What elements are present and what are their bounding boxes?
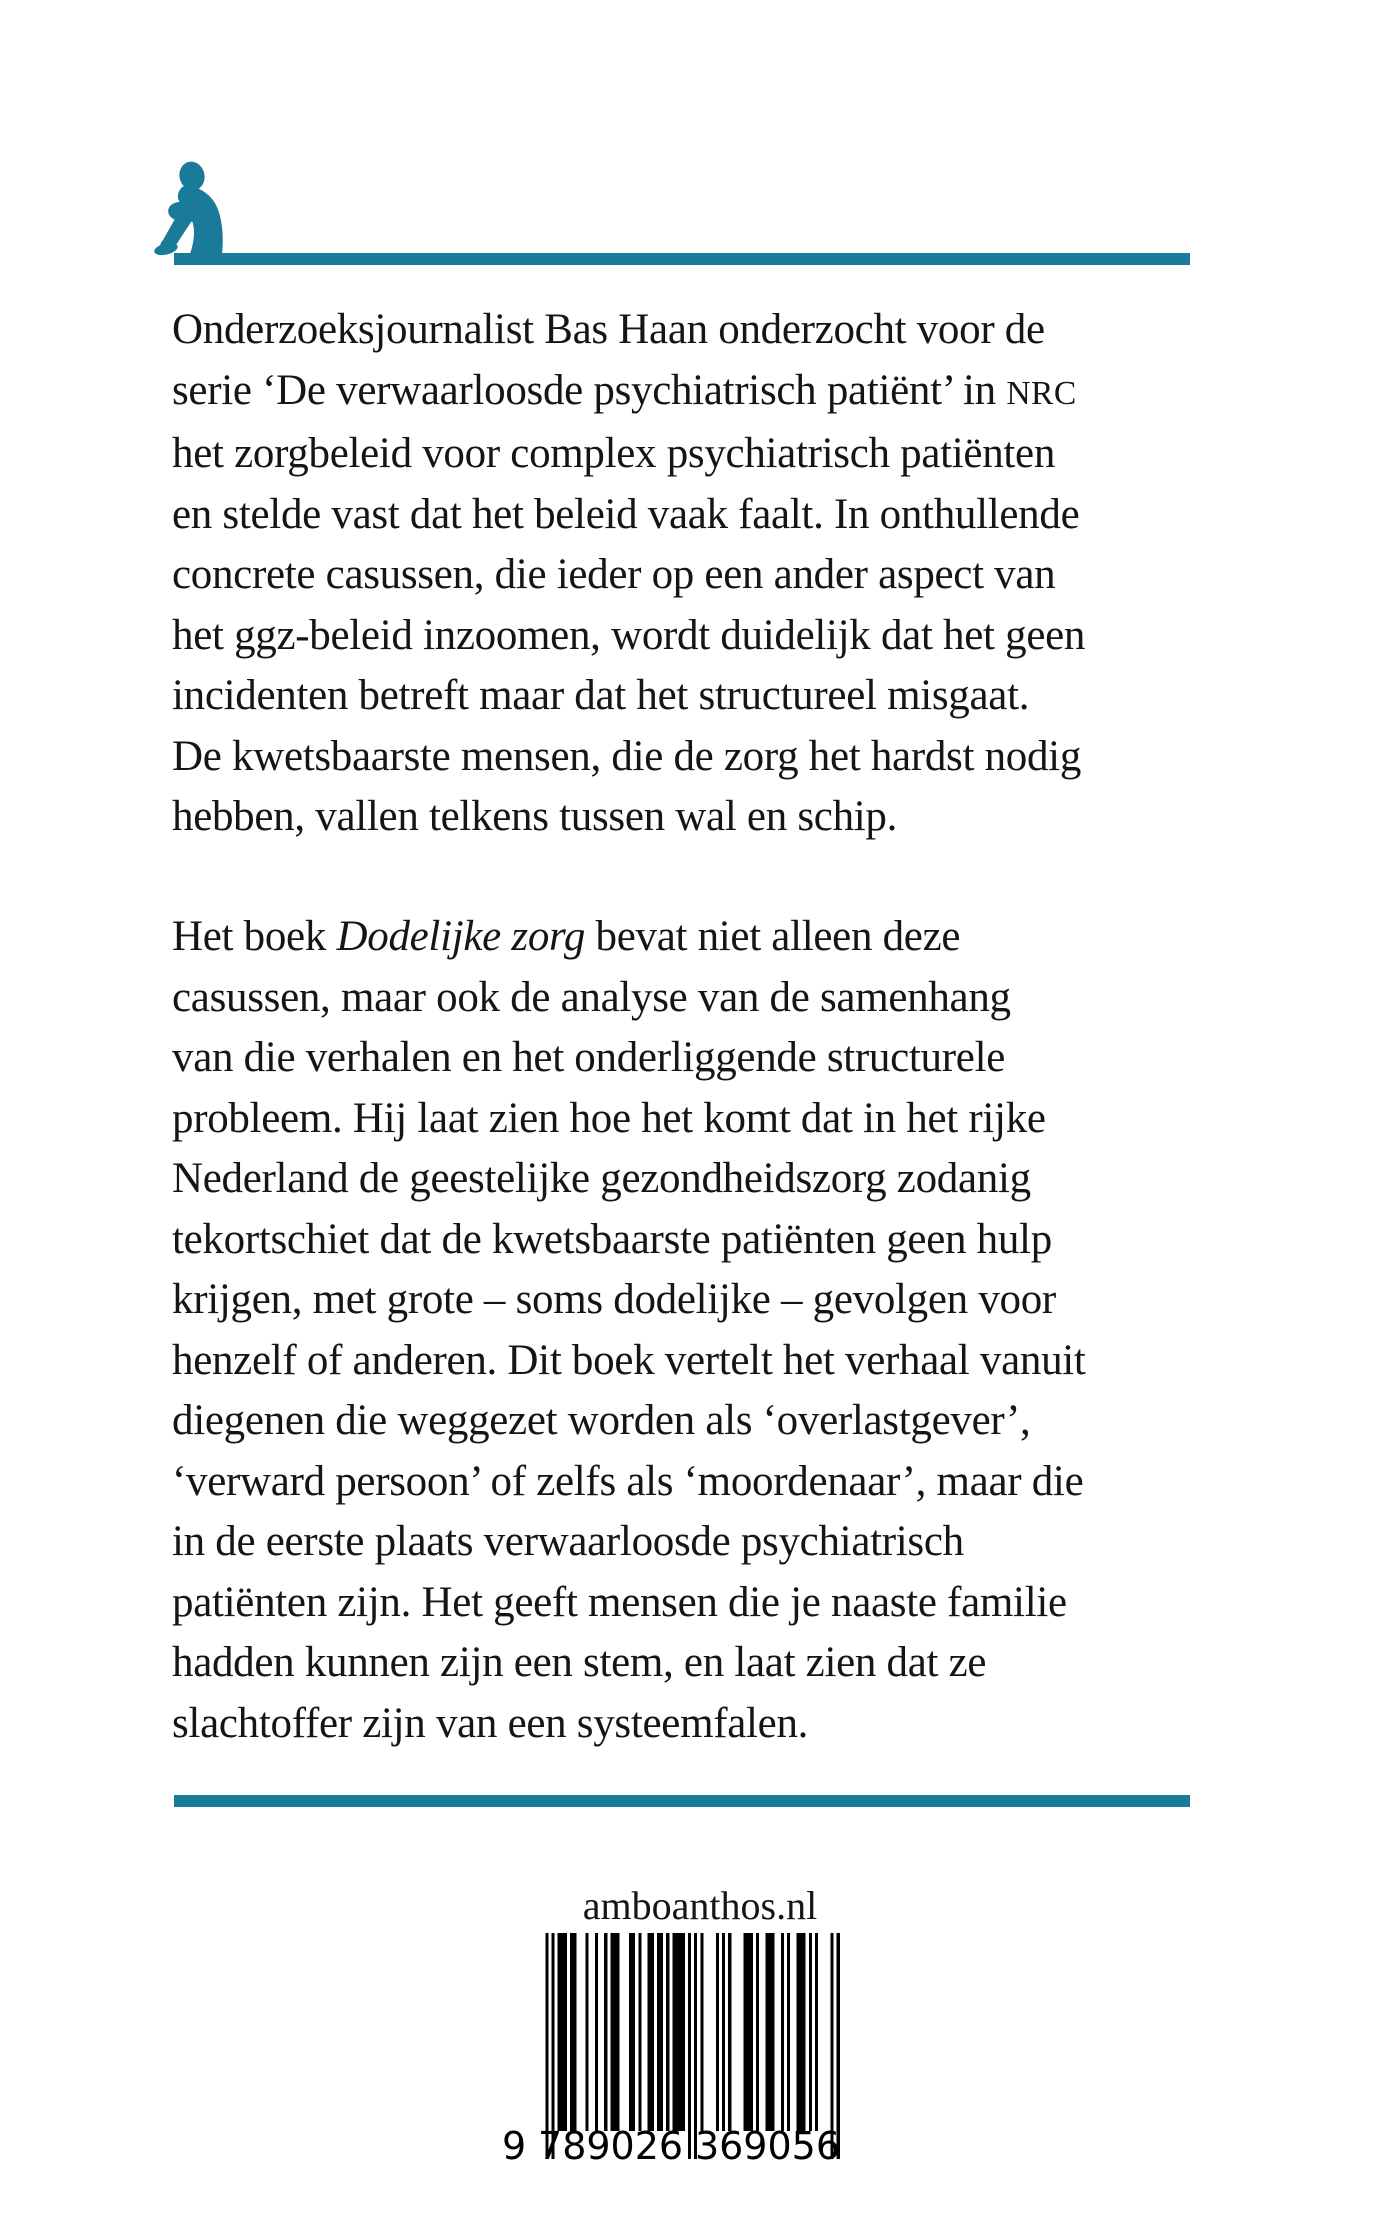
- blurb-text: in de eerste plaats verwaarloosde psychiatrisch: [172, 1518, 964, 1565]
- blurb-line: [172, 1694, 1086, 1755]
- blurb-line: [172, 1089, 1086, 1150]
- blurb-line: [172, 666, 1085, 727]
- blurb-line: [172, 968, 1086, 1029]
- blurb-text: het ggz-beleid inzoomen, wordt duidelijk dat het geen: [172, 611, 1086, 659]
- blurb-line: [172, 727, 1085, 788]
- blurb-line: [172, 907, 1086, 968]
- website-url: amboanthos.nl: [582, 1883, 818, 1928]
- blurb-text: incidenten betreft maar dat het structureel misgaat.: [172, 672, 1030, 719]
- blurb-text: henzelf of anderen. Dit boek vertelt het verhaal vanuit: [172, 1336, 1086, 1384]
- seated-person-shape: [153, 160, 223, 255]
- blurb-text: Onderzoeksjournalist Bas Haan onderzocht voor de: [172, 306, 1045, 353]
- blurb-line: [172, 606, 1085, 667]
- blurb-text: tekortschiet dat de kwetsbaarste patiënten geen hulp: [172, 1215, 1052, 1263]
- blurb-line: [172, 787, 1085, 848]
- blurb-line: [172, 1573, 1086, 1634]
- blurb-line: [172, 1270, 1086, 1331]
- blurb-text: krijgen, met grote – soms dodelijke – gevolgen voor: [172, 1276, 1056, 1323]
- top-divider-rule: [174, 253, 1190, 265]
- blurb-line: [172, 1391, 1086, 1452]
- blurb-text-small-caps: NRC: [1006, 374, 1077, 412]
- blurb-text: Nederland de geestelijke gezondheidszorg zodanig: [172, 1155, 1031, 1202]
- barcode-digit-group: 9: [502, 2124, 527, 2168]
- blurb-line: [172, 1331, 1086, 1392]
- blurb-text: casussen, maar ook de analyse van de samenhang: [172, 973, 1011, 1021]
- blurb-line: [172, 545, 1085, 606]
- blurb-line: [172, 485, 1085, 546]
- blurb-text: hadden kunnen zijn een stem, en laat zien dat ze: [172, 1639, 987, 1686]
- blurb-text: serie ‘De verwaarloosde psychiatrisch patiënt’ in: [172, 366, 1007, 414]
- blurb-text: en stelde vast dat het beleid vaak faalt. In onthullende: [172, 490, 1080, 538]
- blurb-text: hebben, vallen telkens tussen wal en schip.: [172, 793, 898, 840]
- blurb-text: De kwetsbaarste mensen, die de zorg het hardst nodig: [172, 732, 1082, 780]
- blurb-text: van die verhalen en het onderliggende structurele: [172, 1034, 1005, 1081]
- blurb-text: diegenen die weggezet worden als ‘overlastgever’,: [172, 1397, 1031, 1444]
- blurb-line: [172, 1512, 1086, 1573]
- blurb-text: concrete casussen, die ieder op een ander aspect van: [172, 551, 1056, 598]
- blurb-line: [172, 1028, 1086, 1089]
- blurb-line: [172, 1633, 1086, 1694]
- blurb-line: [172, 361, 1085, 425]
- barcode-digits: [502, 2124, 840, 2168]
- blurb-text: het zorgbeleid voor complex psychiatrisch patiënten: [172, 430, 1056, 477]
- blurb-text: slachtoffer zijn van een systeemfalen.: [172, 1699, 809, 1747]
- blurb-text-italic: Dodelijke zorg: [336, 913, 586, 960]
- blurb-paragraph-1: [172, 300, 1085, 848]
- blurb-line: [172, 1210, 1086, 1271]
- blurb-line: [172, 300, 1085, 361]
- bottom-divider-rule: [174, 1795, 1190, 1807]
- blurb-text: probleem. Hij laat zien hoe het komt dat in het rijke: [172, 1094, 1046, 1142]
- blurb-line: [172, 1149, 1086, 1210]
- barcode-digit-group: 369056: [694, 2124, 840, 2168]
- barcode-digit-group: 789026: [538, 2124, 684, 2168]
- blurb-line: [172, 424, 1085, 485]
- blurb-text: Het boek: [172, 913, 337, 960]
- seated-person-icon: [150, 160, 230, 255]
- blurb-line: [172, 1452, 1086, 1513]
- blurb-paragraph-2: [172, 907, 1086, 1754]
- blurb-text: ‘verward persoon’ of zelfs als ‘moordenaar’, maar die: [172, 1457, 1084, 1505]
- blurb-text: bevat niet alleen deze: [585, 913, 961, 960]
- blurb-text: patiënten zijn. Het geeft mensen die je naaste familie: [172, 1578, 1067, 1626]
